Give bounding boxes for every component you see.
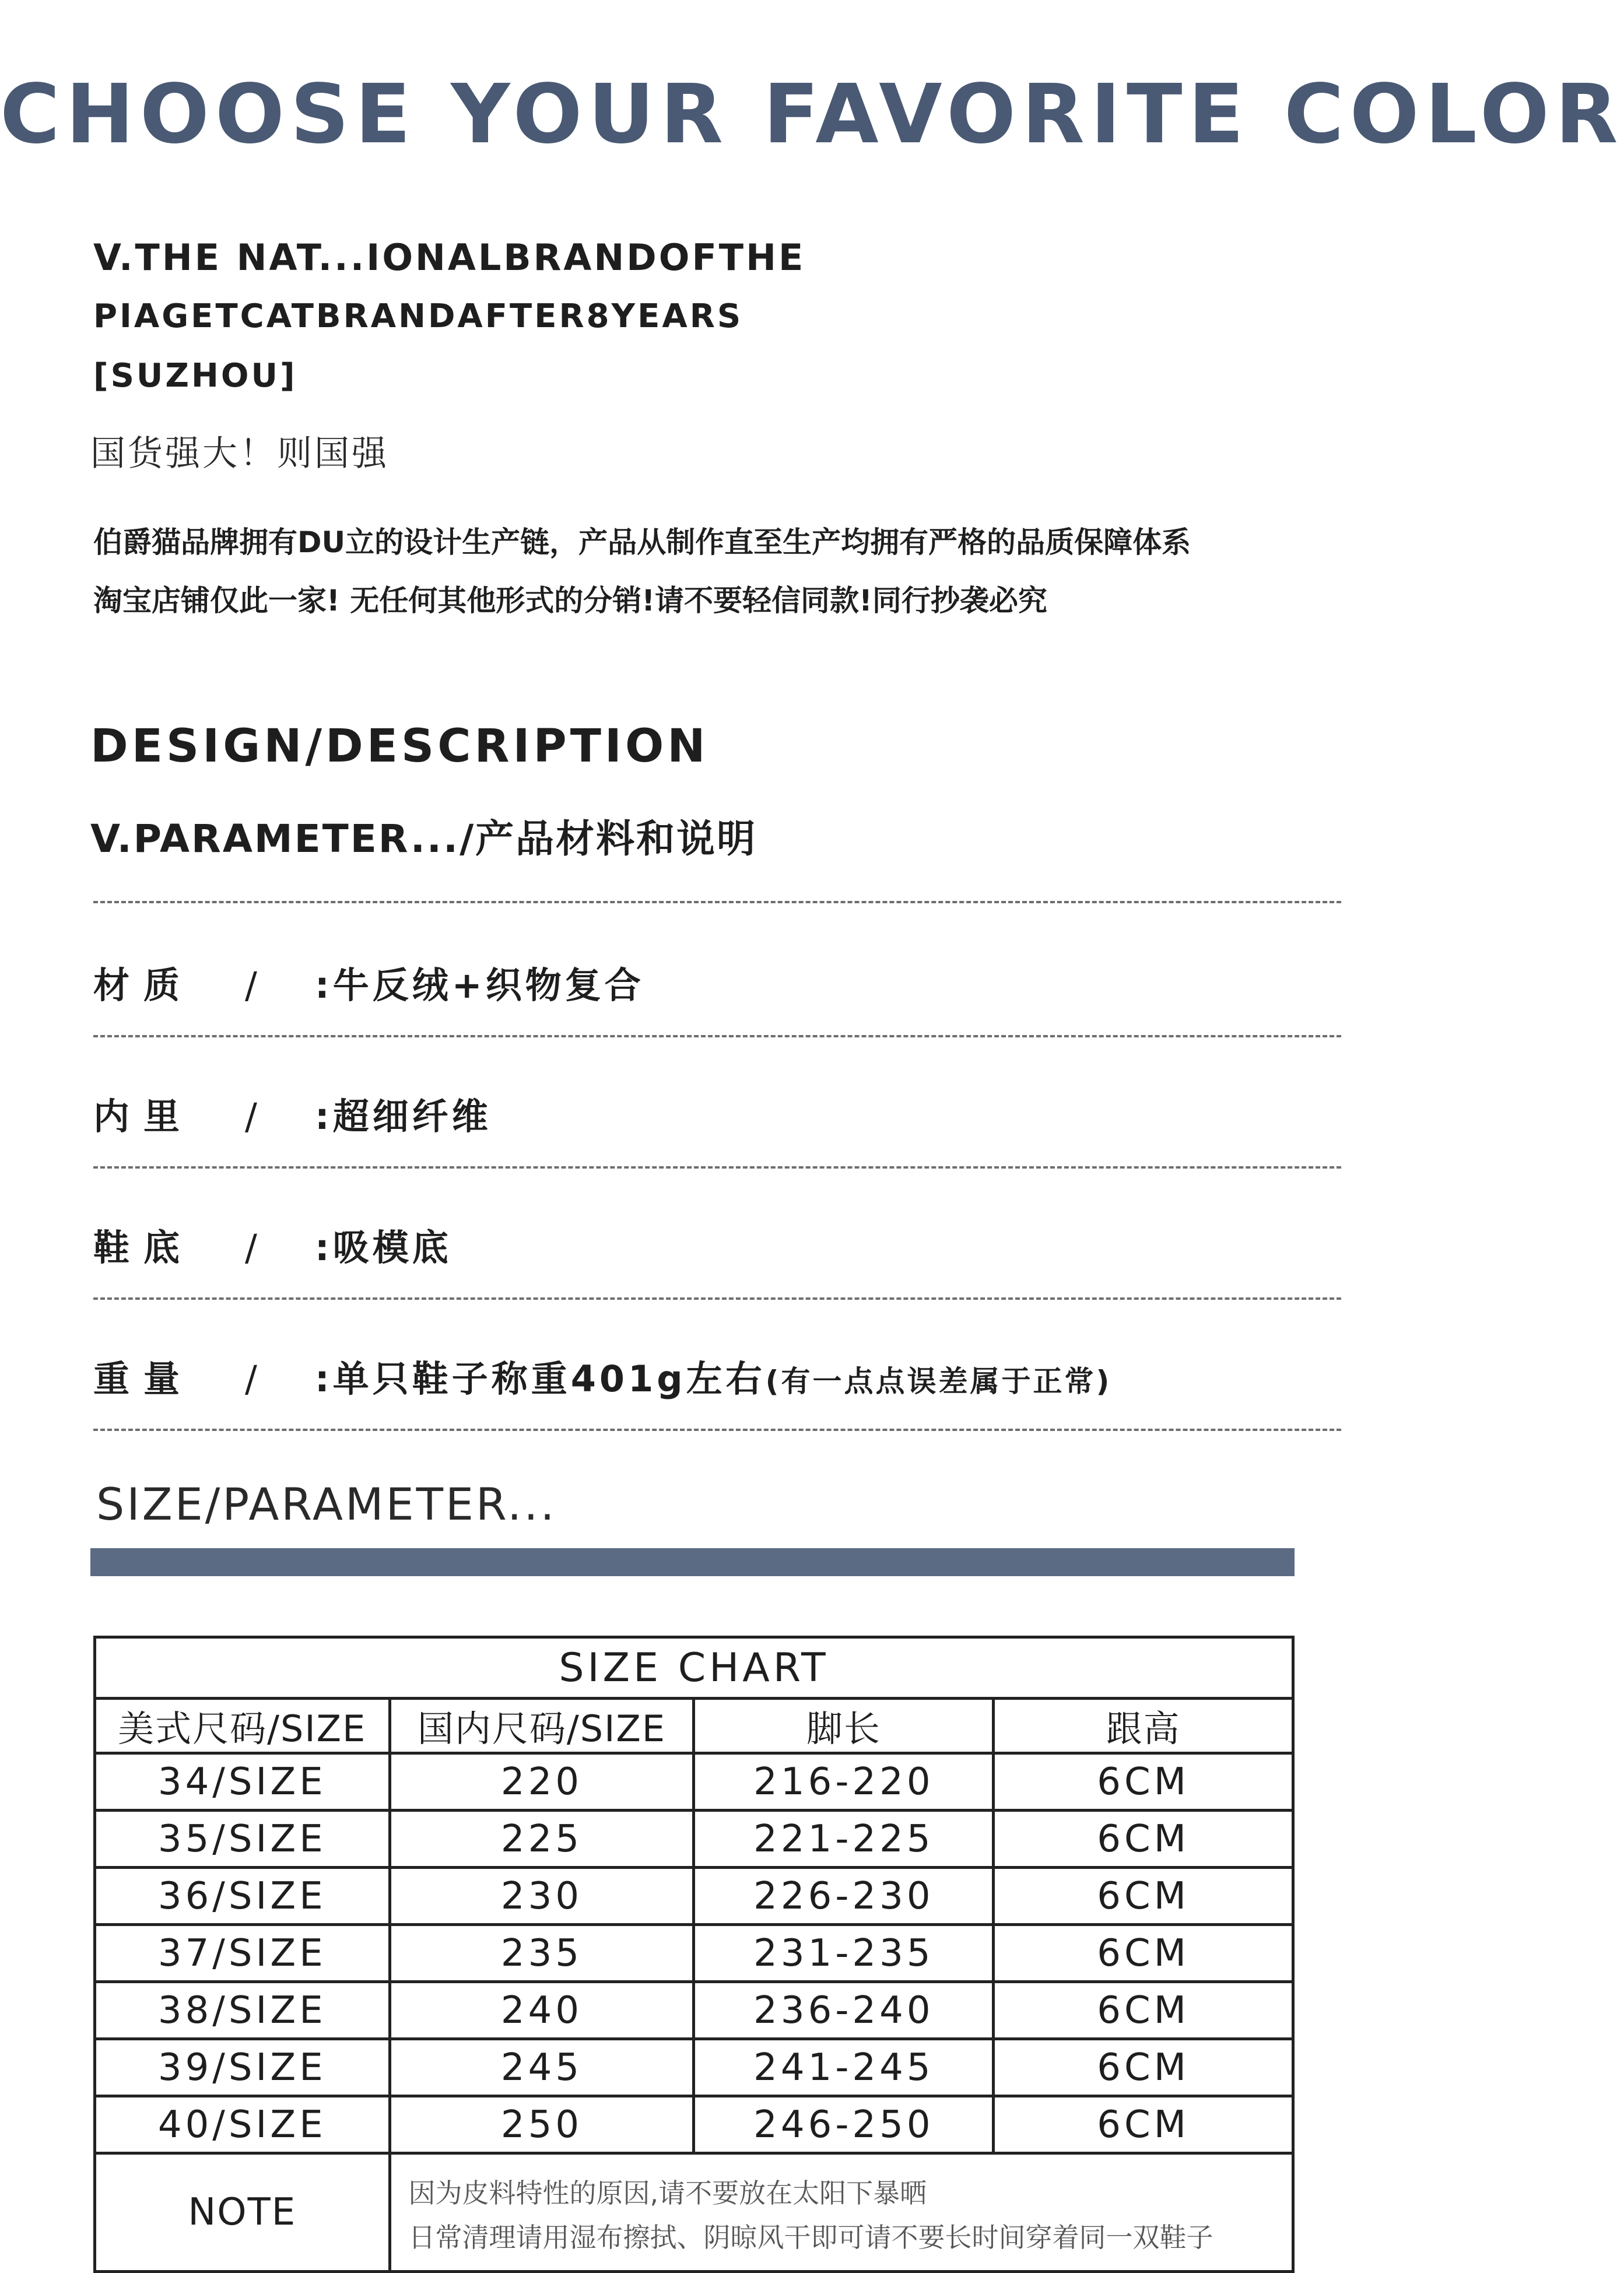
column-header: 美式尺码/SIZE	[95, 1699, 390, 1753]
design-heading: DESIGN/DESCRIPTION	[90, 720, 709, 773]
table-cell: 245	[390, 2039, 694, 2096]
note-label: NOTE	[95, 2153, 390, 2272]
spec-slash: /	[245, 1358, 257, 1400]
spec-row-sole	[93, 1219, 452, 1271]
divider	[93, 1166, 1341, 1169]
table-cell: 240	[390, 1982, 694, 2039]
table-cell: 225	[390, 1811, 694, 1868]
spec-label: 鞋底	[93, 1226, 194, 1269]
table-cell: 6CM	[994, 1982, 1293, 2039]
intro-line-1: 伯爵猫品牌拥有DU立的设计生产链，产品从制作直至生产均拥有严格的品质保障体系	[93, 525, 1191, 559]
column-header: 国内尺码/SIZE	[390, 1699, 694, 1753]
size-chart-title: SIZE CHART	[95, 1637, 1293, 1699]
note-line-1: 因为皮料特性的原因,请不要放在太阳下暴晒	[408, 2177, 927, 2209]
table-cell: 216-220	[694, 1753, 994, 1811]
table-row	[95, 1753, 1293, 1811]
spec-label: 材质	[93, 964, 194, 1006]
table-row	[95, 2096, 1293, 2153]
note-row	[95, 2153, 1293, 2272]
spec-row-lining	[93, 1088, 492, 1139]
table-cell: 6CM	[994, 1753, 1293, 1811]
table-row	[95, 2039, 1293, 2096]
table-cell: 6CM	[994, 1811, 1293, 1868]
table-cell: 35/SIZE	[95, 1811, 390, 1868]
size-chart-header-row	[95, 1699, 1293, 1753]
intro-line-2: 淘宝店铺仅此一家! 无任何其他形式的分销!请不要轻信同款!同行抄袭必究	[93, 584, 1047, 618]
table-cell: 230	[390, 1868, 694, 1925]
table-cell: 34/SIZE	[95, 1753, 390, 1811]
divider	[93, 1297, 1341, 1300]
spec-slash: /	[245, 1226, 257, 1269]
table-cell: 236-240	[694, 1982, 994, 2039]
spec-value: :牛反绒+织物复合	[315, 964, 644, 1006]
column-header: 跟高	[994, 1699, 1293, 1753]
note-line-2: 日常清理请用湿布擦拭、阴晾风干即可请不要长时间穿着同一双鞋子	[408, 2222, 1213, 2253]
table-cell: 221-225	[694, 1811, 994, 1868]
size-heading: SIZE/PARAMETER...	[96, 1478, 557, 1530]
table-cell: 6CM	[994, 2096, 1293, 2153]
spec-slash: /	[245, 964, 257, 1006]
table-cell: 39/SIZE	[95, 2039, 390, 2096]
table-cell: 250	[390, 2096, 694, 2153]
table-cell: 6CM	[994, 1925, 1293, 1982]
table-row	[95, 1925, 1293, 1982]
table-cell: 241-245	[694, 2039, 994, 2096]
parameter-heading: V.PARAMETER.../产品材料和说明	[90, 816, 757, 861]
table-cell: 226-230	[694, 1868, 994, 1925]
brand-line-1: V.THE NAT...IONALBRANDOFTHE	[93, 236, 806, 279]
spec-label: 重量	[93, 1358, 194, 1400]
spec-note: (有一点点误差属于正常)	[765, 1364, 1112, 1398]
note-text	[390, 2153, 1293, 2272]
table-cell: 40/SIZE	[95, 2096, 390, 2153]
table-cell: 6CM	[994, 1868, 1293, 1925]
spec-row-material	[93, 956, 644, 1008]
size-chart-title-row	[95, 1637, 1293, 1699]
spec-slash: /	[245, 1095, 257, 1138]
divider	[93, 901, 1341, 903]
table-cell: 220	[390, 1753, 694, 1811]
page-title: CHOOSE YOUR FAVORITE COLOR	[0, 67, 1624, 162]
table-row	[95, 1811, 1293, 1868]
column-header: 脚长	[694, 1699, 994, 1753]
spec-value: :吸模底	[315, 1226, 452, 1269]
table-cell: 37/SIZE	[95, 1925, 390, 1982]
spec-value: :单只鞋子称重401g左右	[315, 1358, 766, 1400]
table-cell: 235	[390, 1925, 694, 1982]
size-chart-table	[93, 1636, 1295, 2273]
table-row	[95, 1868, 1293, 1925]
table-cell: 38/SIZE	[95, 1982, 390, 2039]
table-cell: 36/SIZE	[95, 1868, 390, 1925]
divider	[93, 1429, 1341, 1431]
table-cell: 6CM	[994, 2039, 1293, 2096]
brand-line-3: [SUZHOU]	[93, 357, 297, 395]
brand-line-2: PIAGETCATBRANDAFTER8YEARS	[93, 297, 743, 335]
divider	[93, 1035, 1341, 1037]
spec-value: :超细纤维	[315, 1095, 492, 1138]
spec-row-weight	[93, 1350, 1111, 1402]
slogan: 国货强大！则国强	[90, 433, 389, 474]
table-row	[95, 1982, 1293, 2039]
size-accent-bar	[90, 1548, 1295, 1576]
table-cell: 246-250	[694, 2096, 994, 2153]
table-cell: 231-235	[694, 1925, 994, 1982]
spec-label: 内里	[93, 1095, 194, 1138]
